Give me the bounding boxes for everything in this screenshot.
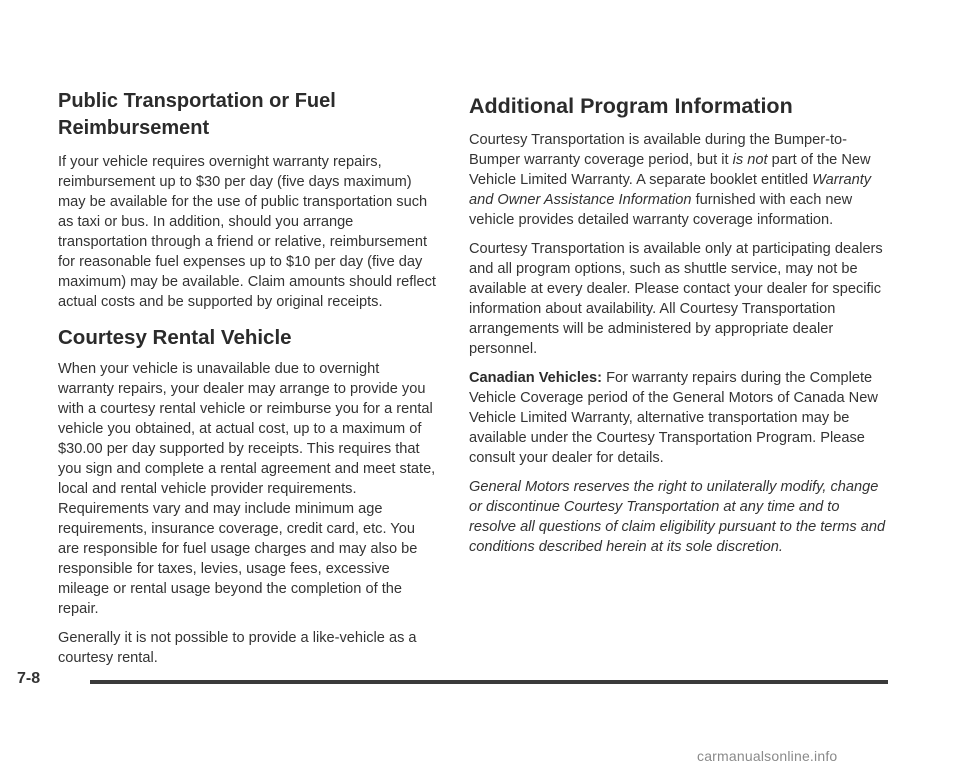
site-watermark: carmanualsonline.info	[697, 748, 838, 764]
paragraph-program-coverage	[469, 130, 889, 230]
canadian-vehicles-label: Canadian Vehicles:	[469, 370, 603, 386]
emphasis-booklet-title: Warranty and Owner Assistance Information	[469, 172, 872, 208]
text-segment: For warranty repairs during the Complete Vehicle Coverage period of the General Motors of Canada New Vehicle Limited Warranty, alternative transportation may be available under the Courtesy Transportation Program. Please consult your dealer for details.	[469, 370, 878, 466]
heading-additional-program: Additional Program Information	[469, 94, 793, 118]
text-segment: furnished with each new vehicle provides detailed warranty coverage information.	[469, 192, 853, 228]
text-segment: Courtesy Transportation is available during the Bumper-to-Bumper warranty coverage period, but it	[469, 132, 848, 168]
page-number: 7-8	[17, 670, 41, 687]
paragraph-rental-vehicle: When your vehicle is unavailable due to overnight warranty repairs, your dealer may arrange to provide you with a courtesy rental vehicle or reimburse you for a rental vehicle you obtained, at actual cost, up to a maximum of $30.00 per day supported by receipts. This requires that you sign and complete a rental agreement and meet state, local and rental vehicle provider requirements. Requirements vary and may include minimum age requirements, insurance coverage, credit card, etc. You are responsible for fuel usage charges and may also be responsible for taxes, levies, usage fees, excessive mileage or rental usage beyond the completion of the repair.	[58, 361, 436, 617]
text-segment: part of the New Vehicle Limited Warranty. A separate booklet entitled	[469, 152, 871, 188]
disclaimer-text: General Motors reserves the right to unilaterally modify, change or discontinue Courtesy Transportation at any time and to resolve all questions of claim eligibility pursuant to the terms and conditions described herein at its sole discretion.	[469, 479, 886, 555]
heading-courtesy-rental: Courtesy Rental Vehicle	[58, 326, 292, 349]
paragraph-like-vehicle: Generally it is not possible to provide a like-vehicle as a courtesy rental.	[58, 630, 417, 666]
right-column	[469, 93, 889, 566]
heading-public-transportation: Public Transportation or Fuel Reimbursement	[58, 90, 336, 139]
left-column	[58, 88, 436, 677]
emphasis-is-not: is not	[732, 152, 768, 168]
paragraph-participating-dealers: Courtesy Transportation is available only at participating dealers and all program options, such as shuttle service, may not be available at every dealer. Please contact your dealer for specific information about availability. All Courtesy Transportation arrangements will be administered by appropriate dealer personnel.	[469, 241, 883, 357]
paragraph-fuel-reimbursement: If your vehicle requires overnight warranty repairs, reimbursement up to $30 per day (five days maximum) may be available for the use of public transportation such as taxi or bus. In addition, should you arrange transportation through a friend or relative, reimbursement for reasonable fuel expenses up to $10 per day (five day maximum) may be available. Claim amounts should reflect actual costs and be supported by original receipts.	[58, 154, 436, 310]
footer-rule	[90, 680, 888, 684]
paragraph-gm-disclaimer	[469, 477, 889, 557]
paragraph-canadian-vehicles	[469, 368, 889, 468]
